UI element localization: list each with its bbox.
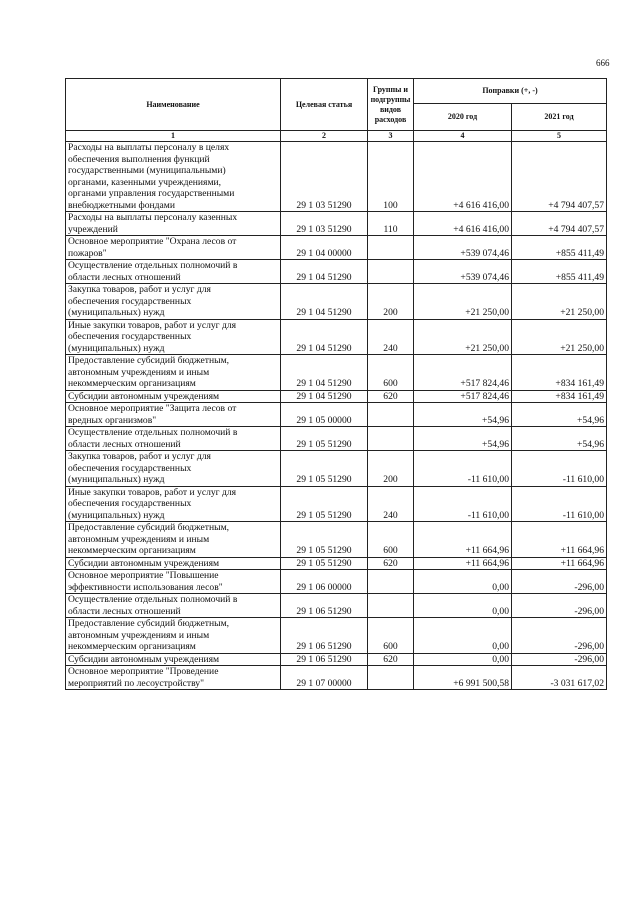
row-group-code: 200: [368, 284, 414, 320]
row-amount-2021: +11 664,96: [512, 557, 607, 570]
table-row: [66, 653, 607, 666]
table-body: [66, 142, 607, 690]
row-target-code: 29 1 03 51290: [281, 212, 368, 236]
row-target-code: 29 1 06 51290: [281, 653, 368, 666]
table-row: [66, 666, 607, 690]
table-row: [66, 142, 607, 212]
row-group-code: 620: [368, 557, 414, 570]
row-group-code: [368, 427, 414, 451]
row-amount-2021: +54,96: [512, 427, 607, 451]
row-name: Расходы на выплаты персоналу в целях обеспечения выполнения функций государственными (муниципальными) органами, казенными учреждениями, органами управления государственными внебюджетными фондами: [66, 142, 281, 212]
row-amount-2021: -3 031 617,02: [512, 666, 607, 690]
row-group-code: [368, 594, 414, 618]
table-row: [66, 451, 607, 487]
table-row: [66, 557, 607, 570]
row-amount-2021: +855 411,49: [512, 260, 607, 284]
row-name: Закупка товаров, работ и услуг для обеспечения государственных (муниципальных) нужд: [66, 451, 281, 487]
row-amount-2020: 0,00: [414, 653, 512, 666]
table-row: [66, 427, 607, 451]
table-row: [66, 260, 607, 284]
row-amount-2020: -11 610,00: [414, 451, 512, 487]
header-amendments: Поправки (+, -): [414, 79, 607, 104]
row-group-code: [368, 236, 414, 260]
row-amount-2021: +834 161,49: [512, 355, 607, 391]
row-amount-2021: +21 250,00: [512, 319, 607, 355]
row-amount-2020: 0,00: [414, 570, 512, 594]
row-name: Основное мероприятие "Охрана лесов от пожаров": [66, 236, 281, 260]
row-target-code: 29 1 04 51290: [281, 260, 368, 284]
row-name: Предоставление субсидий бюджетным, автономным учреждениям и иным некоммерческим организациям: [66, 522, 281, 558]
header-group: Группы и подгруппы видов расходов: [368, 79, 414, 131]
row-name: Осуществление отдельных полномочий в области лесных отношений: [66, 427, 281, 451]
row-name: Основное мероприятие "Защита лесов от вредных организмов": [66, 403, 281, 427]
row-group-code: [368, 666, 414, 690]
header-name: Наименование: [66, 79, 281, 131]
row-name: Осуществление отдельных полномочий в области лесных отношений: [66, 260, 281, 284]
table-row: [66, 618, 607, 654]
row-group-code: 600: [368, 618, 414, 654]
table-row: [66, 570, 607, 594]
row-amount-2020: +54,96: [414, 403, 512, 427]
table-row: [66, 212, 607, 236]
table-row: [66, 319, 607, 355]
row-name: Расходы на выплаты персоналу казенных учреждений: [66, 212, 281, 236]
row-amount-2020: +4 616 416,00: [414, 212, 512, 236]
row-amount-2021: +11 664,96: [512, 522, 607, 558]
row-name: Субсидии автономным учреждениям: [66, 653, 281, 666]
column-index: 3: [368, 131, 414, 142]
row-name: Предоставление субсидий бюджетным, автономным учреждениям и иным некоммерческим организациям: [66, 355, 281, 391]
table-row: [66, 355, 607, 391]
table-row: [66, 403, 607, 427]
column-index: 2: [281, 131, 368, 142]
row-target-code: 29 1 06 51290: [281, 618, 368, 654]
row-amount-2020: +21 250,00: [414, 319, 512, 355]
row-amount-2021: +855 411,49: [512, 236, 607, 260]
row-target-code: 29 1 06 00000: [281, 570, 368, 594]
row-name: Основное мероприятие "Проведение мероприятий по лесоустройству": [66, 666, 281, 690]
page-number: 666: [596, 58, 610, 68]
row-amount-2021: +4 794 407,57: [512, 142, 607, 212]
row-target-code: 29 1 04 51290: [281, 390, 368, 403]
row-amount-2020: +11 664,96: [414, 557, 512, 570]
row-target-code: 29 1 05 51290: [281, 486, 368, 522]
row-target-code: 29 1 05 51290: [281, 427, 368, 451]
row-name: Субсидии автономным учреждениям: [66, 390, 281, 403]
row-group-code: [368, 570, 414, 594]
row-amount-2021: -296,00: [512, 570, 607, 594]
row-group-code: 600: [368, 355, 414, 391]
row-group-code: 240: [368, 486, 414, 522]
row-amount-2021: +21 250,00: [512, 284, 607, 320]
row-amount-2020: 0,00: [414, 618, 512, 654]
row-target-code: 29 1 04 51290: [281, 319, 368, 355]
row-amount-2021: -11 610,00: [512, 451, 607, 487]
table-row: [66, 390, 607, 403]
row-group-code: 110: [368, 212, 414, 236]
row-name: Субсидии автономным учреждениям: [66, 557, 281, 570]
row-target-code: 29 1 04 51290: [281, 355, 368, 391]
row-amount-2020: +517 824,46: [414, 390, 512, 403]
column-index-row: [66, 131, 607, 142]
table-row: [66, 284, 607, 320]
row-amount-2021: -296,00: [512, 594, 607, 618]
row-name: Предоставление субсидий бюджетным, автономным учреждениям и иным некоммерческим организациям: [66, 618, 281, 654]
table-row: [66, 486, 607, 522]
row-amount-2021: -11 610,00: [512, 486, 607, 522]
row-amount-2020: +54,96: [414, 427, 512, 451]
header-target: Целевая статья: [281, 79, 368, 131]
row-target-code: 29 1 05 51290: [281, 451, 368, 487]
row-group-code: 620: [368, 390, 414, 403]
row-target-code: 29 1 06 51290: [281, 594, 368, 618]
row-group-code: [368, 403, 414, 427]
row-amount-2020: +539 074,46: [414, 236, 512, 260]
row-amount-2020: +21 250,00: [414, 284, 512, 320]
row-group-code: 620: [368, 653, 414, 666]
row-name: Основное мероприятие "Повышение эффективности использования лесов": [66, 570, 281, 594]
row-amount-2020: 0,00: [414, 594, 512, 618]
row-group-code: 600: [368, 522, 414, 558]
header-year-2020: 2020 год: [414, 104, 512, 131]
row-amount-2021: +54,96: [512, 403, 607, 427]
row-target-code: 29 1 05 51290: [281, 522, 368, 558]
column-index: 1: [66, 131, 281, 142]
row-group-code: [368, 260, 414, 284]
row-name: Иные закупки товаров, работ и услуг для обеспечения государственных (муниципальных) нужд: [66, 319, 281, 355]
budget-amendments-table: [65, 78, 607, 690]
row-name: Осуществление отдельных полномочий в области лесных отношений: [66, 594, 281, 618]
row-name: Закупка товаров, работ и услуг для обеспечения государственных (муниципальных) нужд: [66, 284, 281, 320]
row-amount-2021: -296,00: [512, 618, 607, 654]
row-amount-2020: +517 824,46: [414, 355, 512, 391]
header-year-2021: 2021 год: [512, 104, 607, 131]
column-index: 5: [512, 131, 607, 142]
row-target-code: 29 1 07 00000: [281, 666, 368, 690]
column-index: 4: [414, 131, 512, 142]
row-amount-2020: +4 616 416,00: [414, 142, 512, 212]
row-amount-2020: +539 074,46: [414, 260, 512, 284]
row-target-code: 29 1 03 51290: [281, 142, 368, 212]
table-row: [66, 594, 607, 618]
row-amount-2021: +834 161,49: [512, 390, 607, 403]
table-row: [66, 236, 607, 260]
row-amount-2021: -296,00: [512, 653, 607, 666]
row-group-code: 100: [368, 142, 414, 212]
row-amount-2021: +4 794 407,57: [512, 212, 607, 236]
row-target-code: 29 1 04 51290: [281, 284, 368, 320]
row-target-code: 29 1 04 00000: [281, 236, 368, 260]
row-target-code: 29 1 05 00000: [281, 403, 368, 427]
table-row: [66, 522, 607, 558]
row-amount-2020: +11 664,96: [414, 522, 512, 558]
row-group-code: 240: [368, 319, 414, 355]
row-amount-2020: +6 991 500,58: [414, 666, 512, 690]
row-target-code: 29 1 05 51290: [281, 557, 368, 570]
row-group-code: 200: [368, 451, 414, 487]
row-name: Иные закупки товаров, работ и услуг для обеспечения государственных (муниципальных) нужд: [66, 486, 281, 522]
row-amount-2020: -11 610,00: [414, 486, 512, 522]
